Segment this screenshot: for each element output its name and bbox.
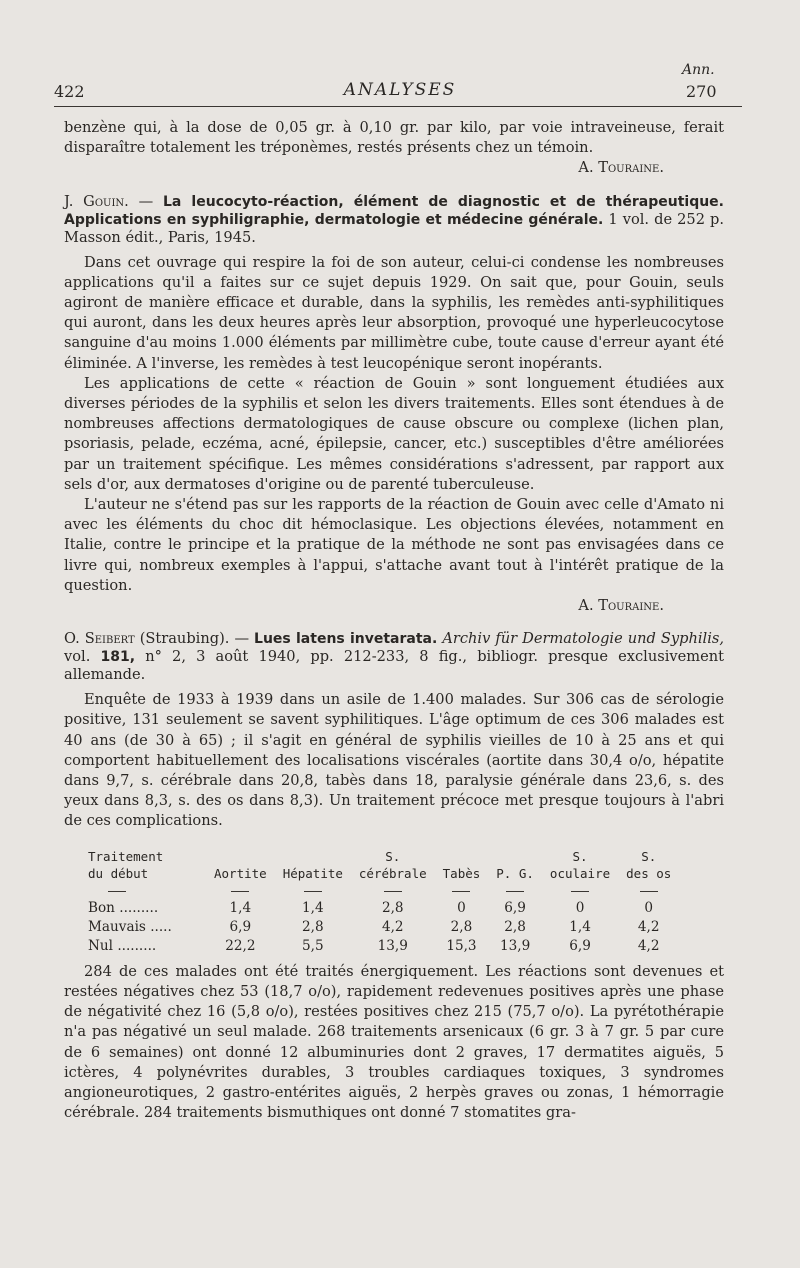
volume-number: 270 <box>686 82 717 101</box>
entry-author: O. Seibert <box>64 630 135 648</box>
table-header-top <box>206 848 275 865</box>
table-header-dash <box>351 882 435 899</box>
table-header: cérébrale <box>358 865 427 881</box>
row-label: Mauvais ..... <box>88 918 172 935</box>
entry-reference: 1 vol. de 252 p. Masson édit., Paris, 1945. <box>64 210 725 246</box>
row-label: Nul ......... <box>88 937 157 954</box>
table-header: Aortite <box>214 865 267 881</box>
table-cell: 0 <box>457 899 466 916</box>
table-header-dash <box>618 882 679 899</box>
header-ann-label: Ann. <box>682 62 715 78</box>
table-cell: 2,8 <box>301 918 324 935</box>
page-number: 422 <box>54 82 85 101</box>
table-cell: 1,4 <box>569 918 591 935</box>
table-header-top: S. <box>385 848 401 864</box>
table-cell: 4,2 <box>637 918 660 935</box>
running-title: ANALYSES <box>343 80 457 100</box>
table-header-top <box>435 848 489 865</box>
table-cell: 13,9 <box>377 937 408 954</box>
table-row <box>88 899 679 918</box>
table-header-dash <box>206 882 275 899</box>
entry-journal: Archiv für Dermatologie und Syphilis, <box>442 630 725 648</box>
paragraph: Les applications de cette « réaction de Gouin » sont longuement étudiées aux diverses périodes de la syphilis et selon les divers traitements. Elles sont étendues à de nombreuses affections dermatologiques de cause obscure ou complexe (lichen plan, psoriasis, pelade, eczéma, acné, épilepsie, cancer, etc.) susceptibles d'être améliorées par un traitement spécifique. Les mêmes considérations s'adressent, par rapport aux sels d'or, aux dermatoses d'origine ou de parenté tuberculeuse. <box>64 374 724 493</box>
entry-heading <box>64 630 724 684</box>
entry-author: J. Gouin. <box>64 192 129 210</box>
table-cell: 1,4 <box>229 899 252 916</box>
paragraph: L'auteur ne s'étend pas sur les rapports de la réaction de Gouin avec celle d'Amato ni avec les éléments du choc dit hémoclasique. Les objections élevées, notamment en Italie, contre le principe et la pratique de la méthode ne sont pas envisagées dans ce livre qui, nombreux exemples à l'appui, s'attache avant tout à l'intérêt pratique de la question. <box>64 496 724 594</box>
table-header: oculaire <box>549 865 611 881</box>
table-header-top: S. <box>572 848 588 864</box>
table-cell: 6,9 <box>504 899 526 916</box>
table-row <box>88 937 679 956</box>
page-body <box>64 118 724 1123</box>
table-cell: 0 <box>575 899 585 916</box>
table-header-dash <box>88 882 206 899</box>
signature: A. Touraine. <box>578 159 664 177</box>
entry-place: (Straubing). <box>139 630 230 648</box>
entry-reference: n° 2, 3 août 1940, pp. 212-233, 8 fig., bibliogr. presque exclusivement allemande. <box>64 648 725 684</box>
table-header: Tabès <box>442 865 481 881</box>
paragraph: Enquête de 1933 à 1939 dans un asile de 1.400 malades. Sur 306 cas de sérologie positive, 131 seulement se savent syphilitiques. L'âge optimum de ces 306 malades est 40 ans (de 30 à 65) ; il s'agit en général de syphilis vieilles de 10 à 25 ans et qui comportent habituellement des localisations viscérales (aortite dans 30,4 o/o, hépatite dans 9,7, s. cérébrale dans 20,8, tabès dans 18, paralysie générale dans 23,6, s. des yeux dans 8,3, s. des os dans 8,3). Un traitement précoce met presque toujours à l'abri de ces complications. <box>64 691 724 830</box>
entry-dash: — <box>234 630 250 648</box>
table-header-top: Traitement <box>88 848 164 864</box>
table-cell: 1,4 <box>301 899 324 916</box>
table-header-top <box>275 848 351 865</box>
entry-vol-prefix: vol. <box>64 648 91 666</box>
table-cell: 15,3 <box>446 937 477 954</box>
table-cell: 4,2 <box>381 918 404 935</box>
table-cell: 2,8 <box>504 918 526 935</box>
paragraph: 284 de ces malades ont été traités énergiquement. Les réactions sont devenues et restées négatives chez 53 (18,7 o/o), rapidement redevenues positives après une phase de négativité chez 16 (5,8 o/o), restées positives chez 215 (75,7 o/o). La pyrétothérapie n'a pas négativé un seul malade. 268 traitements arsenicaux (6 gr. 3 à 7 gr. 5 par cure de 6 semaines) ont donné 12 albuminuries dont 2 graves, 17 dermatites aiguës, 5 ictères, 4 polynévrites durables, 3 troubles cardiaques toxiques, 3 syndromes angioneurotiques, 2 gastro-entérites aiguës, 2 herpès graves ou zonas, 1 hémorragie cérébrale. 284 traitements bismuthiques ont donné 7 stomatites gra- <box>64 962 724 1122</box>
entry-title: La leucocyto-réaction, élément de diagnostic et de thérapeutique. Applications en syphiligraphie, dermatologie et médecine générale. <box>64 193 724 228</box>
table-cell: 2,8 <box>450 918 473 935</box>
table-header-dash <box>435 882 489 899</box>
table-cell: 2,8 <box>381 899 404 916</box>
row-label: Bon ......... <box>88 899 159 916</box>
table-cell: 0 <box>644 899 654 916</box>
signature: A. Touraine. <box>578 597 664 615</box>
paragraph: Dans cet ouvrage qui respire la foi de son auteur, celui-ci condense les nombreuses applications qu'il a faites sur ce sujet depuis 1929. On sait que, pour Gouin, seuls agiront de manière efficace et durable, dans la syphilis, les remèdes anti-syphilitiques qui auront, dans les deux heures après leur absorption, provoqué une hyperleucocytose sanguine d'au moins 1.000 éléments par millimètre cube, toute cause d'erreur ayant été éliminée. A l'inverse, les remèdes à test leucopénique seront inopérants. <box>64 253 724 372</box>
table-cell: 13,9 <box>499 937 531 954</box>
table-header-top: S. <box>641 848 657 864</box>
table-header-top <box>488 848 542 865</box>
entry-title: Lues latens invetarata. <box>254 631 438 648</box>
table-header: Hépatite <box>282 865 343 881</box>
table-row <box>88 918 679 937</box>
entry-heading <box>64 193 724 247</box>
table-header: des os <box>626 865 672 881</box>
entry-volume: 181, <box>100 649 136 666</box>
entry-dash: — <box>138 192 154 210</box>
table-header-dash <box>542 882 618 899</box>
table-header-dash <box>275 882 351 899</box>
table-cell: 6,9 <box>569 937 591 954</box>
table-cell: 6,9 <box>229 918 252 935</box>
table-header: P. G. <box>496 865 534 881</box>
table-cell: 5,5 <box>301 937 324 954</box>
header-rule <box>54 106 742 107</box>
table-cell: 22,2 <box>225 937 256 954</box>
stats-table <box>88 848 679 956</box>
table-header-dash <box>488 882 542 899</box>
continued-paragraph: benzène qui, à la dose de 0,05 gr. à 0,10 gr. par kilo, par voie intraveineuse, ferait disparaître totalement les tréponèmes, restés présents chez un témoin. <box>64 119 724 157</box>
table-header: du début <box>88 865 149 881</box>
table-cell: 4,2 <box>637 937 660 954</box>
